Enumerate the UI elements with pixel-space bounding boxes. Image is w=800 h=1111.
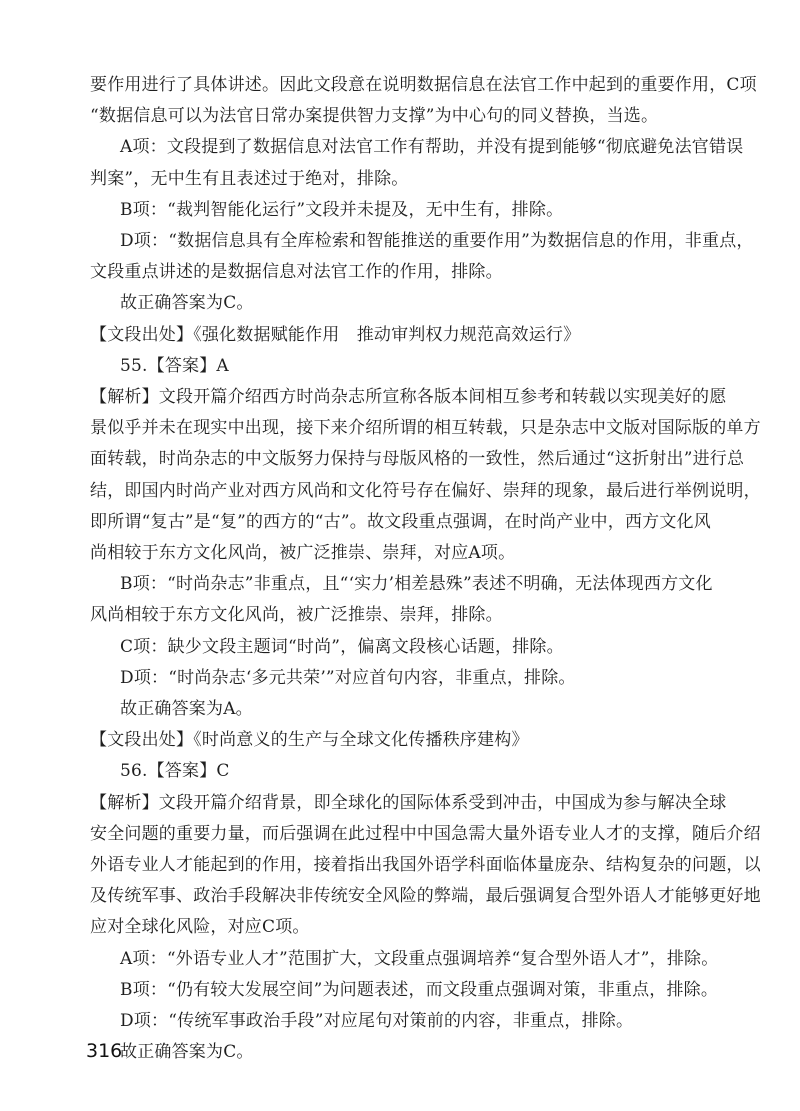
text-line: 故正确答案为C。 bbox=[120, 1042, 254, 1063]
text-line: 故正确答案为A。 bbox=[120, 699, 253, 720]
text-line: D项：“传统军事政治手段”对应尾句对策前的内容，非重点，排除。 bbox=[120, 1011, 634, 1032]
text-line: B项：“裁判智能化运行”文段并未提及，无中生有，排除。 bbox=[120, 199, 564, 220]
text-line: B项：“仍有较大发展空间”为问题表述，而文段重点强调对策，非重点，排除。 bbox=[120, 979, 719, 1000]
text-line: 故正确答案为C。 bbox=[120, 293, 254, 314]
text-line: 文段重点讲述的是数据信息对法官工作的作用，排除。 bbox=[90, 262, 503, 283]
text-line: D项：“时尚杂志‘多元共荣’”对应首句内容，非重点，排除。 bbox=[120, 667, 576, 688]
answer-line: 56.【答案】C bbox=[120, 761, 230, 782]
text-line: A项：“外语专业人才”范围扩大，文段重点强调培养“复合型外语人才”，排除。 bbox=[120, 948, 719, 969]
text-line: 判案”，无中生有且表述过于绝对，排除。 bbox=[90, 168, 409, 189]
text-line: “数据信息可以为法官日常办案提供智力支撑”为中心句的同义替换，当选。 bbox=[90, 106, 659, 127]
text-line: D项：“数据信息具有全库检索和智能推送的重要作用”为数据信息的作用，非重点， bbox=[120, 231, 754, 252]
source-line: 【文段出处】《强化数据赋能作用 推动审判权力规范高效运行》 bbox=[90, 324, 581, 345]
analysis-line: 【解析】文段开篇介绍背景，即全球化的国际体系受到冲击，中国成为参与解决全球 bbox=[90, 792, 727, 813]
text-line: 及传统军事、政治手段解决非传统安全风险的弊端，最后强调复合型外语人才能够更好地 bbox=[90, 886, 761, 907]
page-number: 316 bbox=[86, 1040, 123, 1062]
text-line: 景似乎并未在现实中出现，接下来介绍所谓的相互转载，只是杂志中文版对国际版的单方 bbox=[90, 418, 761, 439]
source-line: 【文段出处】《时尚意义的生产与全球文化传播秩序建构》 bbox=[90, 730, 529, 751]
text-line: 面转载，时尚杂志的中文版努力保持与母版风格的一致性，然后通过“这折射出”进行总 bbox=[90, 449, 745, 470]
text-line: 应对全球化风险，对应C项。 bbox=[90, 917, 310, 938]
text-line: 尚相较于东方文化风尚，被广泛推崇、崇拜，对应A项。 bbox=[90, 543, 516, 564]
analysis-line: 【解析】文段开篇介绍西方时尚杂志所宣称各版本间相互参考和转载以实现美好的愿 bbox=[90, 387, 727, 408]
text-line: 即所谓“复古”是“复”的西方的“古”。故文段重点强调，在时尚产业中，西方文化风 bbox=[90, 511, 711, 532]
text-line: 风尚相较于东方文化风尚，被广泛推崇、崇拜，排除。 bbox=[90, 605, 503, 626]
text-line: A项：文段提到了数据信息对法官工作有帮助，并没有提到能够“彻底避免法官错误 bbox=[120, 137, 744, 158]
text-line: 要作用进行了具体讲述。因此文段意在说明数据信息在法官工作中起到的重要作用，C项 bbox=[90, 75, 757, 95]
text-line: C项：缺少文段主题词“时尚”，偏离文段核心话题，排除。 bbox=[120, 636, 564, 657]
document-body bbox=[90, 70, 761, 1069]
text-line: 安全问题的重要力量，而后强调在此过程中中国急需大量外语专业人才的支撑，随后介绍 bbox=[90, 823, 761, 844]
text-line: 外语专业人才能起到的作用，接着指出我国外语学科面临体量庞杂、结构复杂的问题，以 bbox=[90, 855, 761, 876]
text-line: 结，即国内时尚产业对西方风尚和文化符号存在偏好、崇拜的现象，最后进行举例说明， bbox=[90, 480, 761, 501]
text-line: B项：“时尚杂志”非重点，且“‘实力’相差悬殊”表述不明确，无法体现西方文化 bbox=[120, 574, 713, 595]
answer-line: 55.【答案】A bbox=[120, 355, 229, 376]
